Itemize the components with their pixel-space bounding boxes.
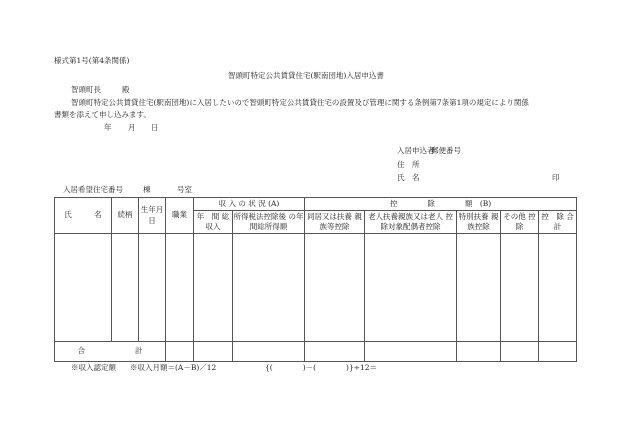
header-relation: 続柄 bbox=[112, 198, 139, 234]
cell-income-after-tax[interactable] bbox=[233, 234, 305, 342]
header-occupation: 職業 bbox=[166, 198, 194, 234]
income-calculation: {( )－( )}÷12＝ bbox=[265, 363, 378, 372]
cell-relation[interactable] bbox=[112, 234, 139, 342]
header-annual-income: 年 間 総収入 bbox=[194, 211, 233, 234]
header-special-deduction: 特別扶養 親族控除 bbox=[457, 211, 501, 234]
applicant-label: 入居申込者 bbox=[397, 146, 435, 155]
total-total-deduction[interactable] bbox=[539, 342, 577, 362]
cell-special-deduction[interactable] bbox=[457, 234, 501, 342]
header-dependent-deduction: 同居又は扶養 親族等控除 bbox=[305, 211, 365, 234]
header-other-deduction: その他 控除 bbox=[501, 211, 539, 234]
recognized-income-label: ※収入認定額 bbox=[71, 363, 116, 372]
total-label bbox=[55, 342, 166, 362]
table-row-entries bbox=[55, 234, 577, 342]
cell-dependent-deduction[interactable] bbox=[305, 234, 365, 342]
header-total-deduction: 控 除 合 計 bbox=[539, 211, 577, 234]
total-label-right: 計 bbox=[135, 346, 143, 356]
header-income-status: 収 入 の 状 況 (A) bbox=[194, 198, 305, 211]
date-year: 年 bbox=[104, 123, 112, 132]
total-occupation[interactable] bbox=[166, 342, 194, 362]
header-elderly-deduction: 老人扶養親族又は老人 控除対象配偶者控除 bbox=[365, 211, 457, 234]
total-annual-income[interactable] bbox=[194, 342, 233, 362]
cell-name[interactable] bbox=[55, 234, 112, 342]
monthly-income-formula: ※収入月額＝(A－B)／12 bbox=[130, 363, 217, 372]
cell-elderly-deduction[interactable] bbox=[365, 234, 457, 342]
header-income-after-tax: 所得税法控除後 の年間総所得額 bbox=[233, 211, 305, 234]
date-month: 月 bbox=[128, 123, 136, 132]
household-income-table bbox=[54, 197, 582, 362]
table-row-total bbox=[55, 342, 577, 362]
cell-other-deduction[interactable] bbox=[501, 234, 539, 342]
cell-occupation[interactable] bbox=[166, 234, 194, 342]
addressee-name: 智頭町長 bbox=[71, 85, 101, 94]
unit-number-label: 入居希望住宅番号 bbox=[63, 185, 123, 194]
body-text-line1: 智頭町特定公共賃貸住宅(駅南団地)に入居したいので智頭町特定公共賃貸住宅の設置及び管理に関する条例第7条第1項の規定により関係 bbox=[71, 98, 529, 107]
cell-total-deduction[interactable] bbox=[539, 234, 577, 342]
total-label-left: 合 bbox=[77, 346, 85, 356]
form-number: 様式第1号(第4条関係) bbox=[54, 56, 130, 65]
postal-code-label: 郵便番号 bbox=[431, 146, 461, 155]
address-label: 住 所 bbox=[397, 160, 420, 169]
date-day: 日 bbox=[151, 123, 159, 132]
header-deductions: 控 除 額 (B) bbox=[305, 198, 577, 211]
addressee-honorific: 殿 bbox=[122, 85, 130, 94]
total-special-deduction[interactable] bbox=[457, 342, 501, 362]
body-text-line2: 書類を添えて申し込みます。 bbox=[54, 110, 151, 119]
seal-mark: 印 bbox=[552, 173, 560, 182]
cell-annual-income[interactable] bbox=[194, 234, 233, 342]
header-name: 氏 名 bbox=[55, 198, 112, 234]
header-birthdate: 生年月日 bbox=[139, 198, 166, 234]
total-other-deduction[interactable] bbox=[501, 342, 539, 362]
total-elderly-deduction[interactable] bbox=[365, 342, 457, 362]
name-label: 氏 名 bbox=[397, 173, 420, 182]
total-income-after-tax[interactable] bbox=[233, 342, 305, 362]
document-title: 智頭町特定公共賃貸住宅(駅南団地)入居申込書 bbox=[228, 71, 384, 80]
total-dependent-deduction[interactable] bbox=[305, 342, 365, 362]
unit-building-label: 棟 bbox=[143, 185, 151, 194]
cell-birthdate[interactable] bbox=[139, 234, 166, 342]
unit-room-label: 号室 bbox=[177, 185, 192, 194]
